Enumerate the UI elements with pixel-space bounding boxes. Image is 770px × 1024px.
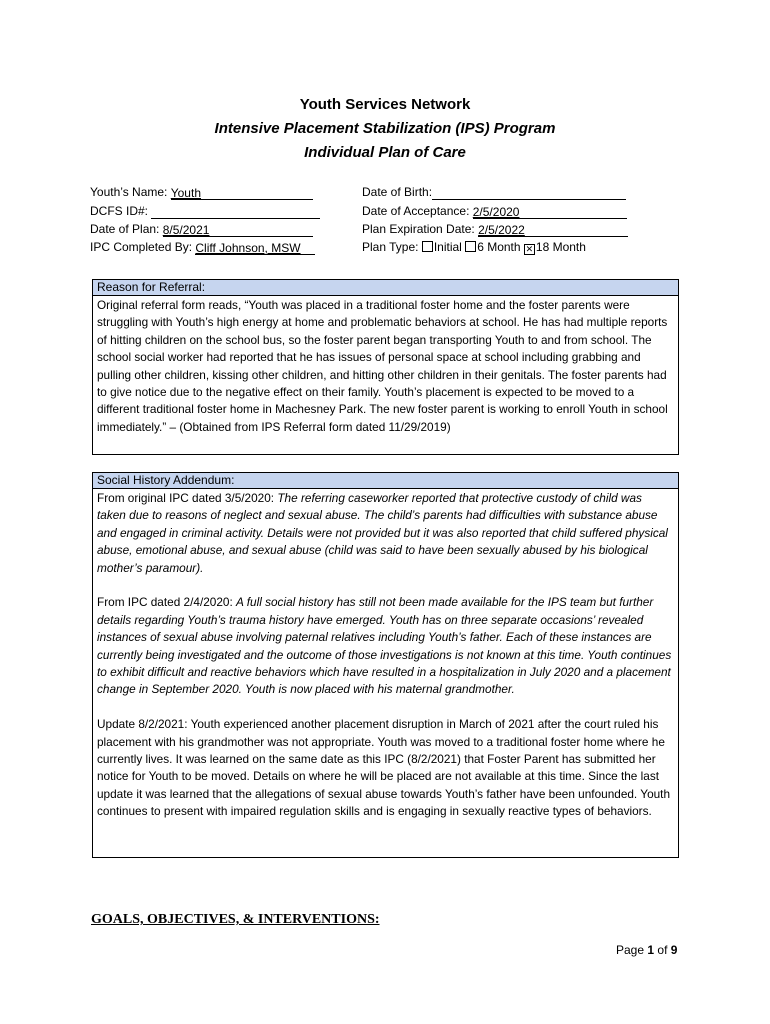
checkbox-empty-icon[interactable] <box>422 241 433 252</box>
dcfs-id-field <box>90 204 320 219</box>
dcfs-id-label: DCFS ID#: <box>90 204 149 218</box>
youth-name-label: Youth’s Name: <box>90 185 168 199</box>
youth-name-value[interactable]: Youth <box>171 186 313 200</box>
ipc-completed-label: IPC Completed By: <box>90 240 193 254</box>
page-number: Page 1 of 9 <box>616 943 678 957</box>
plan-type-18-month[interactable]: ✕ 18 Month <box>525 240 586 254</box>
social-history-section <box>92 472 679 858</box>
date-of-plan-label: Date of Plan: <box>90 222 160 236</box>
acceptance-label: Date of Acceptance: <box>362 204 470 218</box>
checkbox-checked-icon[interactable]: ✕ <box>525 244 534 254</box>
referral-heading: Reason for Referral: <box>93 280 678 296</box>
acceptance-field <box>362 204 627 219</box>
plan-type-field <box>362 240 586 255</box>
dob-label: Date of Birth: <box>362 185 433 199</box>
referral-paragraph: Original referral form reads, “Youth was placed in a traditional foster home and the foster parents were struggling with Youth’s high energy at home and problematic behaviors at school. He has had multiple reports of hitting children on the school bus, so the foster parent began transporting Youth to and from school. The school social worker had reported that he has issues of personal space at school including grabbing and pulling other children, kissing other children, and hitting other children in their genitals. The foster parents had to give notice due to the negative effect on their family. Youth’s placement is expected to be moved to a different traditional foster home in Machesney Park. The new foster parent is working to enroll Youth in school immediately.” – (Obtained from IPS Referral form dated 11/29/2019) <box>97 298 668 434</box>
dob-field <box>362 185 626 200</box>
referral-section <box>92 279 679 455</box>
plan-title: Individual Plan of Care <box>304 144 466 161</box>
plan-type-6-month[interactable]: 6 Month <box>465 240 520 254</box>
referral-text <box>93 296 678 438</box>
expiration-value[interactable]: 2/5/2022 <box>478 223 628 237</box>
social-history-paragraph-3: Update 8/2/2021: Youth experienced another placement disruption in March of 2021 after the court ruled his placement with his grandmother was not appropriate. Youth was moved to a traditional foster home where he currently lives. It was learned on the same date as this IPC (8/2/2021) that Foster Parent has submitted her notice for Youth to be moved. Details on where he will be placed are not available at this time. Since the last update it was learned that the allegations of sexual abuse towards Youth’s father have been unfounded. Youth continues to present with impaired regulation skills and is engaging in sexually reactive types of behaviors. <box>97 717 671 819</box>
social-history-text <box>93 489 678 823</box>
expiration-label: Plan Expiration Date: <box>362 222 475 236</box>
dcfs-id-value[interactable] <box>151 205 320 219</box>
org-title: Youth Services Network <box>299 96 471 113</box>
plan-type-label: Plan Type: <box>362 240 419 254</box>
youth-name-field <box>90 185 313 200</box>
dob-value[interactable] <box>432 186 626 200</box>
checkbox-empty-icon[interactable] <box>465 241 476 252</box>
acceptance-value[interactable]: 2/5/2020 <box>473 205 627 219</box>
plan-type-initial[interactable]: Initial <box>422 240 462 254</box>
social-history-paragraph-2: From IPC dated 2/4/2020: A full social history has still not been made available for the IPS team but further details regarding Youth’s trauma history have emerged. Youth has on three separate occasions’ revealed instances of sexual abuse involving paternal relatives including Youth’s father. Each of these instances are currently being investigated and the outcome of those investigations is not known at this time. Youth continues to exhibit difficult and reactive behaviors which have resulted in a hospitalization in July 2020 and a placement change in September 2020. Youth is now placed with his maternal grandmother. <box>97 595 672 697</box>
program-title: Intensive Placement Stabilization (IPS) Program <box>214 120 556 137</box>
date-of-plan-field <box>90 222 313 237</box>
ipc-completed-value[interactable]: Cliff Johnson, MSW <box>195 241 315 255</box>
social-history-paragraph-1: From original IPC dated 3/5/2020: The referring caseworker reported that protective custody of child was taken due to reasons of neglect and sexual abuse. The child’s parents had difficulties with substance abuse and engaged in criminal activity. Details were not provided but it was also reported that child suffered physical abuse, emotional abuse, and sexual abuse (child was said to have been sexually abused by his biological mother’s paramour). <box>97 491 668 575</box>
social-history-heading: Social History Addendum: <box>93 473 678 489</box>
date-of-plan-value[interactable]: 8/5/2021 <box>163 223 313 237</box>
expiration-field <box>362 222 628 237</box>
goals-heading: GOALS, OBJECTIVES, & INTERVENTIONS: <box>91 912 380 927</box>
ipc-completed-field <box>90 240 315 255</box>
